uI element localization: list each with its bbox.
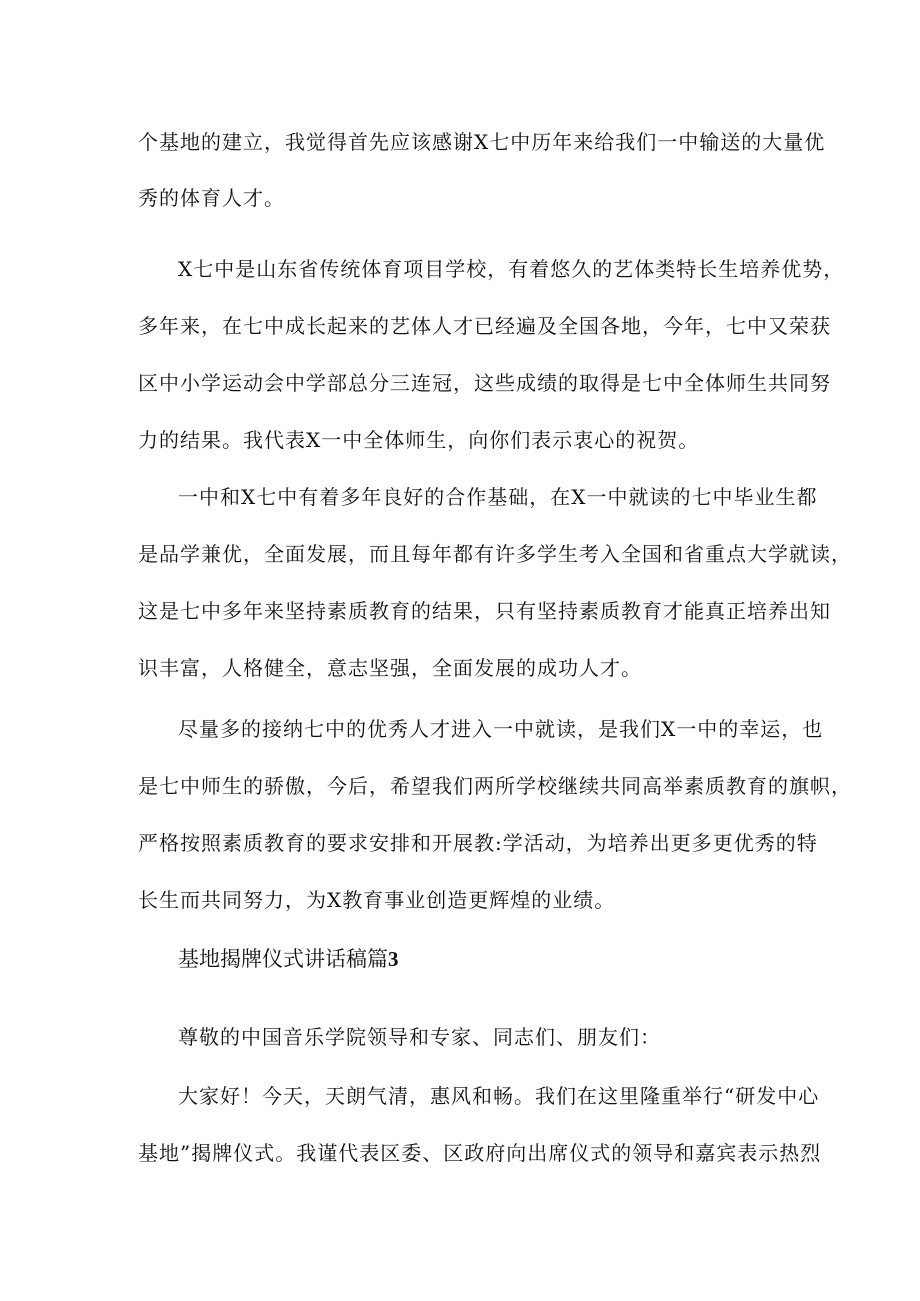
paragraph-4-line-2: 是七中师生的骄傲，今后，希望我们两所学校继续共同高举素质教育的旗帜， xyxy=(138,774,852,798)
paragraph-3-line-3: 这是七中多年来坚持素质教育的结果，只有坚持素质教育才能真正培养出知 xyxy=(138,599,831,623)
paragraph-2-line-2: 多年来，在七中成长起来的艺体人才已经遍及全国各地，今年，七中又荣获 xyxy=(138,314,831,338)
paragraph-3-line-2: 是品学兼优，全面发展，而且每年都有许多学生考入全国和省重点大学就读， xyxy=(138,542,852,566)
paragraph-2-line-4: 力的结果。我代表X一中全体师生，向你们表示衷心的祝贺。 xyxy=(138,428,700,452)
paragraph-4-line-1: 尽量多的接纳七中的优秀人才进入一中就读，是我们X一中的幸运，也 xyxy=(178,717,824,741)
paragraph-2-line-1: X七中是山东省传统体育项目学校，有着悠久的艺体类特长生培养优势， xyxy=(178,257,845,281)
paragraph-2-line-3: 区中小学运动会中学部总分三连冠，这些成绩的取得是七中全体师生共同努 xyxy=(138,371,831,395)
paragraph-4-line-4: 长生而共同努力，为X教育事业创造更辉煌的业绩。 xyxy=(138,888,616,912)
paragraph-5-line-2: 基地”揭牌仪式。我谨代表区委、区政府向出席仪式的领导和嘉宾表示热烈 xyxy=(138,1141,822,1165)
section-heading xyxy=(178,944,399,974)
paragraph-4-line-3: 严格按照素质教育的要求安排和开展教:学活动，为培养出更多更优秀的特 xyxy=(138,831,818,855)
section-heading-text: 基地揭牌仪式讲话稿篇 xyxy=(178,947,388,971)
paragraph-1-line-1: 个基地的建立，我觉得首先应该感谢X七中历年来给我们一中输送的大量优 xyxy=(138,130,826,154)
paragraph-1-line-2: 秀的体育人才。 xyxy=(138,186,285,210)
salutation: 尊敬的中国音乐学院领导和专家、同志们、朋友们： xyxy=(178,1025,661,1049)
paragraph-5-line-1: 大家好！今天，天朗气清，惠风和畅。我们在这里隆重举行“研发中心 xyxy=(178,1084,820,1108)
paragraph-3-line-4: 识丰富，人格健全，意志坚强，全面发展的成功人才。 xyxy=(138,656,642,680)
paragraph-3-line-1: 一中和X七中有着多年良好的合作基础，在X一中就读的七中毕业生都 xyxy=(178,485,818,509)
section-heading-number: 3 xyxy=(388,947,399,971)
